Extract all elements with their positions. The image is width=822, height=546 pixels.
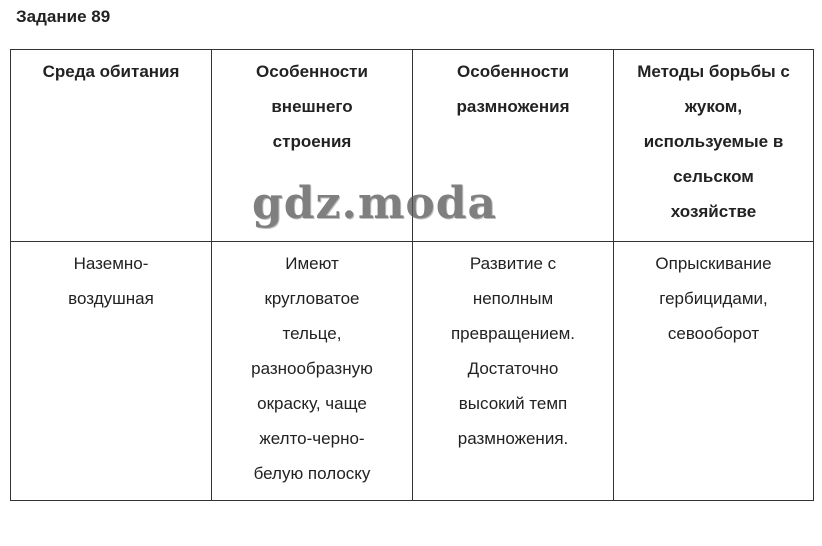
header-habitat [11, 50, 212, 242]
answer-table [10, 49, 814, 501]
cell-habitat [11, 242, 212, 501]
cell-reproduction [413, 242, 614, 501]
table-header-row [11, 50, 814, 242]
cell-line: гербицидами, [659, 289, 768, 308]
watermark: gdz.moda [252, 178, 498, 229]
cell-line: превращением. [450, 324, 576, 343]
cell-line: тельце, [282, 324, 342, 343]
header-line: используемые в [643, 132, 784, 151]
header-line: Особенности [457, 62, 569, 81]
header-reproduction [413, 50, 614, 242]
header-line: Среда обитания [42, 62, 180, 81]
cell-control-methods [614, 242, 814, 501]
cell-line: размножения. [457, 429, 569, 448]
cell-line: разнообразную [251, 359, 373, 378]
header-line: Особенности [256, 62, 368, 81]
cell-line: окраску, чаще [257, 394, 367, 413]
cell-line: кругловатое [264, 289, 360, 308]
cell-line: белую полоску [253, 464, 371, 483]
cell-line: Опрыскивание [655, 254, 772, 273]
cell-line: высокий темп [458, 394, 568, 413]
header-control-methods [614, 50, 814, 242]
header-external-structure [212, 50, 413, 242]
cell-line: севооборот [667, 324, 760, 343]
header-line: внешнего [271, 97, 353, 116]
header-line: Методы борьбы с [637, 62, 790, 81]
cell-line: воздушная [68, 289, 154, 308]
header-line: жуком, [684, 97, 743, 116]
cell-line: неполным [472, 289, 554, 308]
header-line: размножения [456, 97, 570, 116]
header-line: сельском [673, 167, 754, 186]
header-line: строения [272, 132, 352, 151]
cell-external-structure [212, 242, 413, 501]
cell-line: Наземно- [73, 254, 149, 273]
task-title: Задание 89 [16, 7, 111, 26]
header-line: хозяйстве [670, 202, 757, 221]
cell-line: желто-черно- [259, 429, 365, 448]
cell-line: Имеют [285, 254, 339, 273]
cell-line: Развитие с [469, 254, 557, 273]
table-row [11, 242, 814, 501]
cell-line: Достаточно [467, 359, 559, 378]
